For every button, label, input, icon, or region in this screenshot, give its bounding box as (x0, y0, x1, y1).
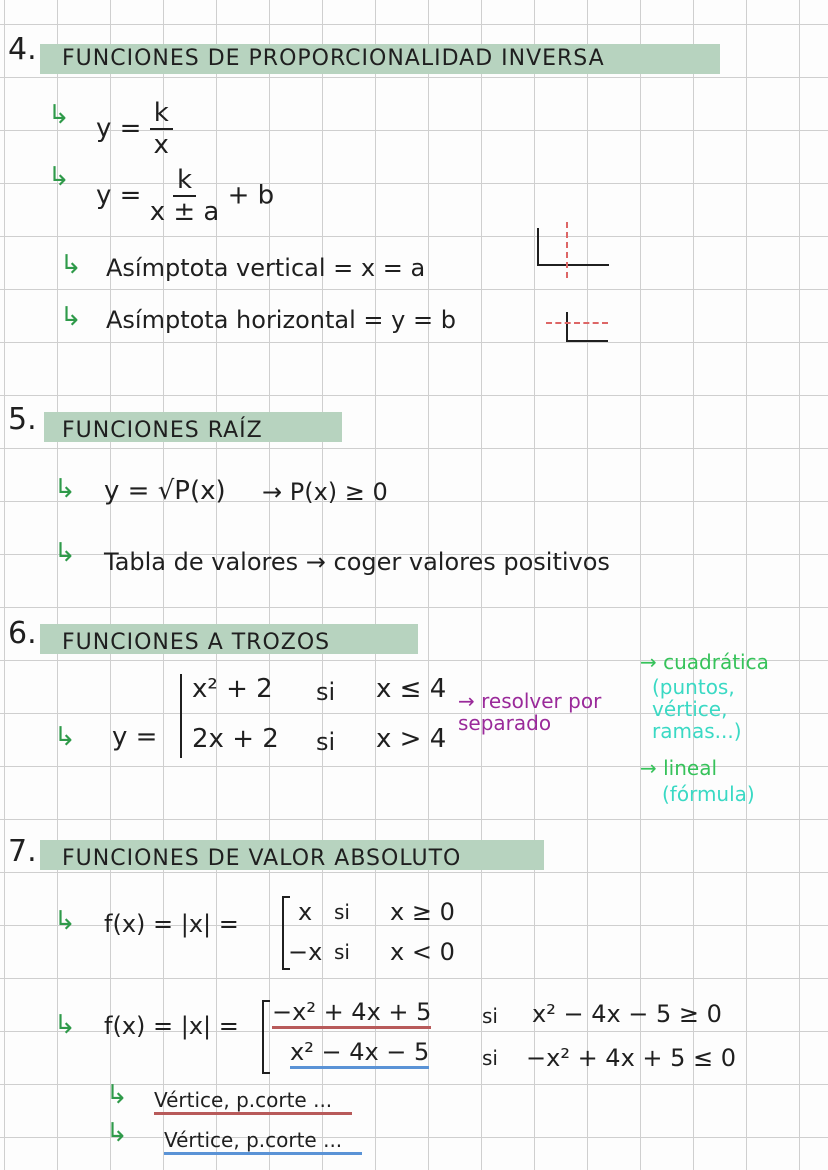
piece-1-cond: x ≤ 4 (376, 674, 447, 704)
quadratic-detail: (puntos, vértice, ramas...) (652, 675, 742, 743)
asymptote-horizontal: Asímptota horizontal = y = b (106, 306, 456, 334)
solve-separately-note: → resolver por separado (458, 689, 602, 735)
formula-lhs: y = (96, 180, 142, 211)
numerator: k (150, 98, 173, 130)
horizontal-asymptote-sketch (566, 312, 608, 342)
abs-example-piece-2-cond: −x² + 4x + 5 ≤ 0 (526, 1044, 737, 1072)
abs-def-piece-1-cond: x ≥ 0 (390, 898, 455, 926)
quadratic-branch: → cuadrática (640, 650, 769, 674)
arrow-icon: ↳ (54, 474, 76, 504)
vertex-cut-points-blue: Vértice, p.corte ... (164, 1128, 362, 1155)
abs-example-lhs: f(x) = |x| = (104, 1012, 239, 1040)
abs-def-piece-2-si: si (334, 940, 350, 964)
abs-example-piece-2-si: si (482, 1046, 498, 1070)
arrow-icon: ↳ (60, 302, 82, 332)
abs-def-piece-2-expr: −x (288, 938, 323, 966)
arrow-icon: ↳ (54, 538, 76, 568)
linear-detail: (fórmula) (662, 782, 755, 806)
abs-def-piece-1-expr: x (298, 898, 313, 926)
arrow-icon: ↳ (54, 722, 76, 752)
piecewise-lhs: y = (112, 722, 158, 752)
piece-1-si: si (316, 678, 336, 706)
arrow-icon: ↳ (106, 1080, 128, 1110)
root-note: Tabla de valores → coger valores positivos (104, 548, 610, 576)
section-6-title: FUNCIONES A TROZOS (62, 630, 331, 655)
arrow-icon: ↳ (48, 162, 70, 192)
vertical-asymptote-line (566, 222, 568, 278)
section-7-number: 7. (8, 834, 37, 869)
numerator: k (173, 165, 196, 197)
arrow-icon: ↳ (48, 100, 70, 130)
vertex-cut-points-red: Vértice, p.corte ... (154, 1088, 352, 1115)
arrow-icon: ↳ (54, 1010, 76, 1040)
section-7-title: FUNCIONES DE VALOR ABSOLUTO (62, 846, 462, 871)
asymptote-vertical: Asímptota vertical = x = a (106, 254, 426, 282)
formula-inverse (96, 98, 173, 160)
denominator: x ± a (149, 197, 220, 227)
linear-branch: → lineal (640, 756, 718, 780)
abs-example-brace (262, 1000, 270, 1074)
section-5-title: FUNCIONES RAÍZ (62, 418, 263, 443)
abs-def-piece-1-si: si (334, 900, 350, 924)
abs-def-piece-2-cond: x < 0 (390, 938, 455, 966)
formula-inverse-shifted (96, 165, 274, 227)
formula-tail: + b (227, 180, 275, 211)
piece-1-expr: x² + 2 (192, 674, 273, 704)
piece-2-si: si (316, 728, 336, 756)
arrow-icon: ↳ (60, 250, 82, 280)
abs-example-piece-1-cond: x² − 4x − 5 ≥ 0 (532, 1000, 722, 1028)
section-4-number: 4. (8, 32, 37, 67)
arrow-icon: ↳ (106, 1118, 128, 1148)
abs-example-piece-1-expr: −x² + 4x + 5 (272, 998, 431, 1029)
piecewise-brace (180, 674, 182, 758)
formula-lhs: y = (96, 113, 142, 144)
denominator: x (153, 130, 169, 160)
section-6-number: 6. (8, 616, 37, 651)
section-4-title: FUNCIONES DE PROPORCIONALIDAD INVERSA (62, 46, 605, 71)
abs-example-piece-1-si: si (482, 1004, 498, 1028)
piece-2-cond: x > 4 (376, 724, 447, 754)
horizontal-asymptote-line (546, 322, 608, 324)
piece-2-expr: 2x + 2 (192, 724, 279, 754)
root-condition: → P(x) ≥ 0 (262, 478, 388, 506)
vertical-asymptote-sketch (537, 228, 609, 266)
abs-example-piece-2-expr: x² − 4x − 5 (290, 1038, 429, 1069)
abs-definition-lhs: f(x) = |x| = (104, 910, 239, 938)
arrow-icon: ↳ (54, 906, 76, 936)
root-formula: y = √P(x) (104, 476, 226, 506)
section-5-number: 5. (8, 402, 37, 437)
